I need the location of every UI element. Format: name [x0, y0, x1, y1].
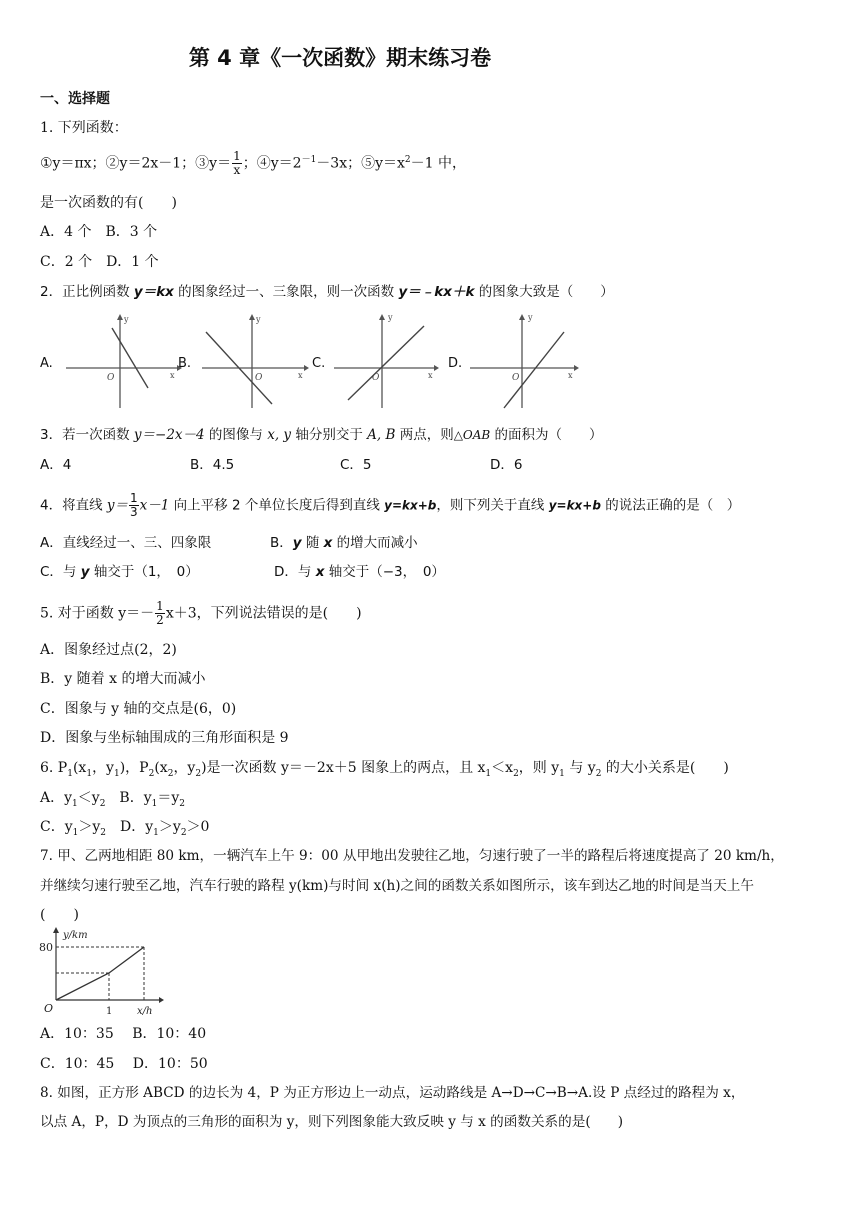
q1-fraction: $\frac{1}{x}$ — [233, 149, 241, 178]
q5-stem: 5. 对于函数 y＝－ $\frac{1}{2}$ x＋3，下列说法错误的是( ) — [40, 599, 362, 627]
q2-a-y-label: y — [124, 315, 129, 324]
q2-b-y-label: y — [256, 315, 261, 324]
q2-graph-d — [468, 310, 584, 410]
q2-d-origin: O — [512, 373, 520, 383]
q2-option-b-label: B. — [178, 356, 192, 371]
q2-option-c-label: C. — [312, 356, 326, 371]
q5-option-c: C．图象与 y 轴的交点是(6，0) — [40, 701, 237, 717]
q2-option-a-label: A. — [40, 356, 53, 371]
q5-option-b: B．y 随着 x 的增大而减小 — [40, 671, 206, 687]
q7-line3: ( ) — [40, 907, 79, 923]
q7-chart-y80: 80 — [39, 941, 53, 954]
q6-stem: 6. $P_1(x_1$，$y_1$)，$P_2(x_2$，$y_2$)是一次函数 y＝－2x＋5 图象上的两点，且 $x_1<x_2$，则 $y_1$ 与 $y_2$ 的大小关系是( ) — [40, 760, 729, 779]
q1-stem: 1. 下列函数： — [40, 120, 128, 136]
q1-ask: 是一次函数的有( ) — [40, 195, 177, 211]
q4-option-c: C．与 y 轴交于（1， 0） — [40, 564, 199, 580]
q1-functions: ①y＝πx；②y＝2x－1；③y＝ $\frac{1}{x}$ ；$④y=2^{-1}-3x$；$⑤y=x^2-1$ 中， — [40, 149, 466, 178]
q6-options-ab: A．$y_1<y_2$ B．$y_1=y_2$ — [40, 790, 186, 809]
q4-option-d: D．与 x 轴交于（−3， 0） — [274, 564, 445, 580]
page-title: 第 4 章《一次函数》期末练习卷 — [188, 46, 492, 70]
q7-chart — [36, 926, 166, 1018]
q3-option-a: A．4 — [40, 457, 72, 473]
q2-graph-b — [198, 312, 312, 410]
q8-line1: 8. 如图，正方形 ABCD 的边长为 4，P 为正方形边上一动点，运动路线是 A→D→C→B→A.设 P 点经过的路程为 x， — [40, 1085, 745, 1101]
q2-d-y-label: y — [528, 313, 533, 322]
q4-option-b: B．y 随 x 的增大而减小 — [270, 535, 418, 551]
q2-b-x-label: x — [298, 371, 303, 380]
q3-stem: 3．若一次函数 y＝−2x－4 的图像与 x, y 轴分别交于 A, B 两点，则△OAB 的面积为（ ） — [40, 427, 603, 443]
q2-c-y-label: y — [388, 313, 393, 322]
q7-chart-ylabel: y/km — [63, 930, 88, 941]
q7-options-cd: C．10：45 D．10：50 — [40, 1056, 208, 1072]
q4-stem: 4．将直线 y＝ $\frac{1}{3}$ x－1 向上平移 2 个单位长度后得到直线 y=kx+b，则下列关于直线 y=kx+b 的说法正确的是（ ） — [40, 491, 741, 519]
q3-option-c: C．5 — [340, 457, 372, 473]
q5-option-a: A．图象经过点(2，2) — [40, 642, 177, 658]
q4-fraction: $\frac{1}{3}$ — [130, 491, 138, 519]
q1-options-cd: C．2 个 D．1 个 — [40, 254, 159, 270]
q2-c-x-label: x — [428, 371, 433, 380]
q5-option-d: D．图象与坐标轴围成的三角形面积是 9 — [40, 730, 289, 746]
q7-chart-origin: O — [44, 1002, 54, 1015]
q2-b-origin: O — [255, 373, 263, 383]
q5-fraction: $\frac{1}{2}$ — [156, 599, 164, 627]
q2-c-origin: O — [372, 373, 380, 383]
q6-options-cd: C．$y_1>y_2$ D．$y_1>y_2>0$ — [40, 819, 210, 838]
q2-d-x-label: x — [568, 371, 573, 380]
q7-line1: 7. 甲、乙两地相距 80 km，一辆汽车上午 9：00 从甲地出发驶往乙地，匀速行驶了一半的路程后将速度提高了 20 km/h， — [40, 848, 784, 864]
q7-chart-xlabel: x/h — [137, 1006, 153, 1017]
q3-option-b: B．4.5 — [190, 457, 235, 473]
q7-options-ab: A．10：35 B．10：40 — [40, 1026, 207, 1042]
q2-graph-a — [62, 312, 182, 410]
q7-chart-x1: 1 — [106, 1006, 113, 1017]
q4-option-a: A．直线经过一、三、四象限 — [40, 535, 212, 551]
q2-option-d-label: D. — [448, 356, 463, 371]
section-heading: 一、选择题 — [40, 91, 110, 107]
q2-graph-c — [332, 310, 442, 410]
q1-options-ab: A．4 个 B．3 个 — [40, 224, 158, 240]
q7-line2: 并继续匀速行驶至乙地，汽车行驶的路程 y(km)与时间 x(h)之间的函数关系如图所示，该车到达乙地的时间是当天上午 — [40, 878, 754, 894]
q8-line2: 以点 A，P，D 为顶点的三角形的面积为 y，则下列图象能大致反映 y 与 x 的函数关系的是( ) — [40, 1114, 624, 1130]
q2-a-x-label: x — [170, 371, 175, 380]
q2-stem: 2．正比例函数 y＝kx 的图象经过一、三象限，则一次函数 y＝﹣kx＋k 的图象大致是（ ） — [40, 284, 614, 300]
q2-a-origin: O — [107, 373, 115, 383]
q3-option-d: D．6 — [490, 457, 523, 473]
